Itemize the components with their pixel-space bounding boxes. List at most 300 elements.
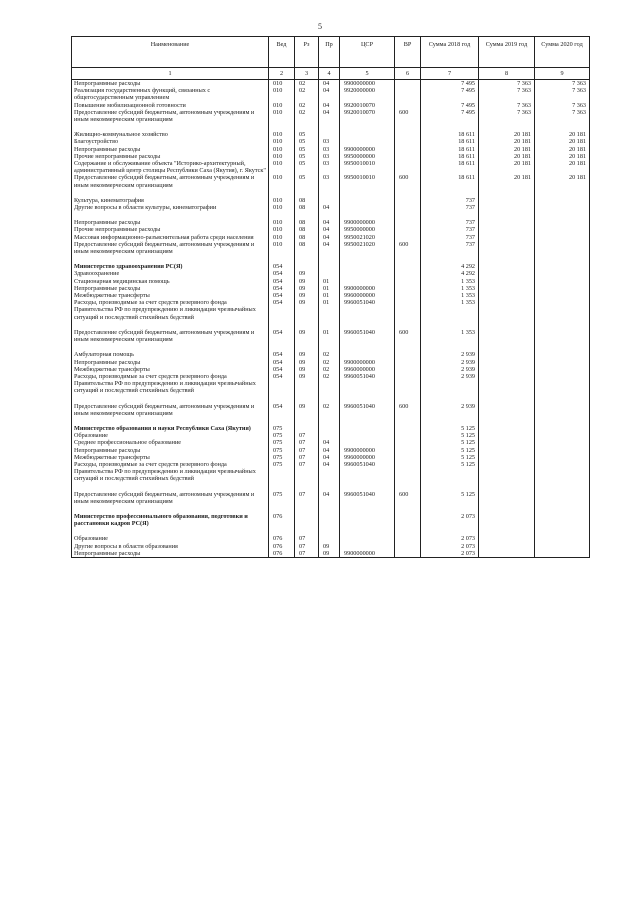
spacer-cell: [295, 255, 319, 263]
row-csr: 9900000000: [340, 146, 395, 153]
row-name: Прочие непрограммные расходы: [72, 153, 269, 160]
row-pr: 04: [319, 491, 340, 505]
spacer-cell: [295, 123, 319, 131]
row-sum-2020: 7 363: [535, 80, 590, 88]
row-vr: [395, 513, 421, 527]
spacer-cell: [479, 505, 535, 513]
row-sum-2018: 2 939: [421, 366, 479, 373]
row-sum-2019: [479, 204, 535, 211]
row-sum-2020: [535, 550, 590, 558]
row-sum-2018: 2 939: [421, 351, 479, 358]
spacer-cell: [421, 505, 479, 513]
row-sum-2020: [535, 234, 590, 241]
row-vr: [395, 285, 421, 292]
row-rz: 09: [295, 299, 319, 321]
row-ved: 076: [269, 543, 295, 550]
row-rz: 02: [295, 109, 319, 123]
table-row: [72, 299, 590, 321]
spacer-cell: [421, 255, 479, 263]
row-sum-2019: [479, 543, 535, 550]
spacer-cell: [72, 189, 269, 197]
row-rz: 07: [295, 491, 319, 505]
spacer-row: [72, 255, 590, 263]
row-pr: 04: [319, 439, 340, 446]
spacer-cell: [535, 211, 590, 219]
row-sum-2020: [535, 197, 590, 204]
row-pr: 01: [319, 292, 340, 299]
row-vr: [395, 234, 421, 241]
spacer-cell: [319, 255, 340, 263]
row-rz: 02: [295, 80, 319, 88]
spacer-cell: [295, 505, 319, 513]
row-sum-2019: [479, 241, 535, 255]
spacer-cell: [269, 321, 295, 329]
row-csr: 9950010010: [340, 174, 395, 188]
spacer-cell: [479, 189, 535, 197]
row-sum-2019: [479, 461, 535, 483]
row-rz: 02: [295, 87, 319, 101]
row-name: Среднее профессиональное образование: [72, 439, 269, 446]
row-ved: 010: [269, 146, 295, 153]
spacer-row: [72, 189, 590, 197]
row-vr: [395, 80, 421, 88]
table-row: [72, 174, 590, 188]
row-name: Амбулаторная помощь: [72, 351, 269, 358]
header-name: Наименование: [72, 37, 269, 68]
header-csr: ЦСР: [340, 37, 395, 68]
table-row: [72, 241, 590, 255]
row-pr: 04: [319, 447, 340, 454]
row-ved: 010: [269, 219, 295, 226]
spacer-cell: [340, 417, 395, 425]
row-name: Непрограммные расходы: [72, 359, 269, 366]
row-vr: [395, 461, 421, 483]
row-csr: [340, 432, 395, 439]
spacer-cell: [535, 189, 590, 197]
table-row: [72, 461, 590, 483]
row-name: Министерство профессионального образования, подготовки и расстановки кадров РС(Я): [72, 513, 269, 527]
row-ved: 010: [269, 204, 295, 211]
row-ved: 054: [269, 359, 295, 366]
spacer-cell: [395, 505, 421, 513]
row-sum-2020: [535, 425, 590, 432]
spacer-cell: [535, 255, 590, 263]
row-sum-2020: [535, 491, 590, 505]
row-ved: 010: [269, 87, 295, 101]
row-csr: [340, 270, 395, 277]
row-sum-2020: 7 363: [535, 102, 590, 109]
row-sum-2018: 4 292: [421, 263, 479, 270]
row-vr: 600: [395, 329, 421, 343]
row-vr: [395, 226, 421, 233]
row-csr: [340, 351, 395, 358]
table-row: [72, 109, 590, 123]
row-rz: 05: [295, 131, 319, 138]
row-rz: 08: [295, 241, 319, 255]
row-pr: 03: [319, 153, 340, 160]
row-rz: 02: [295, 102, 319, 109]
table-row: [72, 160, 590, 174]
column-number: 5: [340, 68, 395, 80]
row-sum-2020: [535, 359, 590, 366]
row-rz: 09: [295, 403, 319, 417]
row-csr: 9900000000: [340, 447, 395, 454]
row-rz: 09: [295, 270, 319, 277]
row-rz: [295, 425, 319, 432]
row-rz: 08: [295, 226, 319, 233]
row-ved: 054: [269, 285, 295, 292]
row-rz: 07: [295, 550, 319, 558]
row-rz: [295, 513, 319, 527]
row-rz: 09: [295, 351, 319, 358]
row-sum-2020: [535, 263, 590, 270]
table-row: [72, 373, 590, 395]
row-sum-2019: [479, 234, 535, 241]
row-vr: 600: [395, 403, 421, 417]
row-name: Непрограммные расходы: [72, 146, 269, 153]
row-ved: 075: [269, 454, 295, 461]
row-csr: [340, 425, 395, 432]
spacer-cell: [479, 255, 535, 263]
spacer-row: [72, 211, 590, 219]
row-sum-2018: 1 353: [421, 329, 479, 343]
row-ved: 075: [269, 447, 295, 454]
row-sum-2019: [479, 513, 535, 527]
row-pr: 04: [319, 226, 340, 233]
spacer-cell: [269, 123, 295, 131]
row-sum-2019: [479, 447, 535, 454]
row-sum-2018: 18 611: [421, 174, 479, 188]
header-ved: Вед: [269, 37, 295, 68]
row-rz: 05: [295, 160, 319, 174]
row-pr: 09: [319, 550, 340, 558]
row-ved: 054: [269, 329, 295, 343]
row-ved: 010: [269, 174, 295, 188]
table-row: [72, 403, 590, 417]
row-name: Образование: [72, 432, 269, 439]
spacer-cell: [269, 417, 295, 425]
row-sum-2020: [535, 278, 590, 285]
row-vr: [395, 373, 421, 395]
spacer-cell: [269, 505, 295, 513]
spacer-cell: [535, 417, 590, 425]
spacer-cell: [340, 321, 395, 329]
spacer-cell: [269, 483, 295, 491]
row-rz: 09: [295, 285, 319, 292]
spacer-cell: [479, 417, 535, 425]
row-sum-2020: [535, 270, 590, 277]
row-sum-2019: [479, 263, 535, 270]
row-ved: 010: [269, 109, 295, 123]
spacer-cell: [72, 123, 269, 131]
row-name: Реализация государственных функций, связанных с общегосударственным управлением: [72, 87, 269, 101]
row-pr: 03: [319, 138, 340, 145]
row-sum-2020: [535, 535, 590, 542]
row-sum-2020: [535, 447, 590, 454]
spacer-cell: [535, 343, 590, 351]
row-vr: [395, 263, 421, 270]
row-name: Непрограммные расходы: [72, 285, 269, 292]
row-rz: 07: [295, 461, 319, 483]
table-row: [72, 138, 590, 145]
row-name: Предоставление субсидий бюджетным, автономным учреждениям и иным некоммерческим организациям: [72, 491, 269, 505]
row-sum-2019: [479, 403, 535, 417]
row-ved: 076: [269, 513, 295, 527]
spacer-cell: [72, 417, 269, 425]
spacer-cell: [340, 189, 395, 197]
table-row: [72, 454, 590, 461]
spacer-row: [72, 395, 590, 403]
row-pr: 04: [319, 234, 340, 241]
row-pr: 03: [319, 146, 340, 153]
row-vr: [395, 131, 421, 138]
row-sum-2019: [479, 226, 535, 233]
row-sum-2020: [535, 204, 590, 211]
column-number: 1: [72, 68, 269, 80]
row-sum-2019: 7 363: [479, 80, 535, 88]
row-sum-2020: [535, 329, 590, 343]
spacer-cell: [479, 123, 535, 131]
row-name: Предоставление субсидий бюджетным, автономным учреждениям и иным некоммерческим организациям: [72, 403, 269, 417]
row-pr: [319, 270, 340, 277]
row-pr: 04: [319, 109, 340, 123]
row-sum-2018: 1 353: [421, 299, 479, 321]
row-pr: 03: [319, 160, 340, 174]
spacer-cell: [535, 527, 590, 535]
spacer-cell: [269, 343, 295, 351]
row-pr: 01: [319, 299, 340, 321]
row-name: Благоустройство: [72, 138, 269, 145]
row-sum-2018: 737: [421, 197, 479, 204]
row-sum-2019: 7 363: [479, 87, 535, 101]
row-vr: [395, 425, 421, 432]
table-row: [72, 204, 590, 211]
table-row: [72, 153, 590, 160]
row-pr: 04: [319, 80, 340, 88]
table-row: [72, 543, 590, 550]
row-name: Межбюджетные трансферты: [72, 292, 269, 299]
row-sum-2019: 20 181: [479, 160, 535, 174]
row-vr: [395, 102, 421, 109]
table-row: [72, 219, 590, 226]
row-sum-2018: 2 073: [421, 513, 479, 527]
spacer-row: [72, 505, 590, 513]
spacer-cell: [421, 189, 479, 197]
spacer-cell: [72, 255, 269, 263]
row-rz: 09: [295, 329, 319, 343]
row-ved: 010: [269, 102, 295, 109]
table-row: [72, 226, 590, 233]
row-sum-2018: 7 495: [421, 109, 479, 123]
row-sum-2019: 20 181: [479, 138, 535, 145]
row-rz: 07: [295, 543, 319, 550]
row-sum-2018: 2 939: [421, 373, 479, 395]
spacer-row: [72, 483, 590, 491]
row-name: Расходы, производимые за счет средств резервного фонда Правительства РФ по предупреждению и ликвидации чрезвычайных ситуаций и последствий стихийных бедствий: [72, 373, 269, 395]
row-sum-2020: [535, 439, 590, 446]
table-row: [72, 513, 590, 527]
spacer-cell: [395, 189, 421, 197]
spacer-row: [72, 123, 590, 131]
row-ved: 010: [269, 153, 295, 160]
row-sum-2020: [535, 461, 590, 483]
row-name: Предоставление субсидий бюджетным, автономным учреждениям и иным некоммерческим организациям: [72, 174, 269, 188]
spacer-cell: [72, 343, 269, 351]
table-row: [72, 359, 590, 366]
table-row: [72, 432, 590, 439]
row-csr: [340, 513, 395, 527]
row-pr: [319, 535, 340, 542]
row-pr: 02: [319, 359, 340, 366]
row-vr: [395, 432, 421, 439]
row-ved: 054: [269, 299, 295, 321]
row-sum-2018: 7 495: [421, 87, 479, 101]
column-number: 8: [479, 68, 535, 80]
spacer-cell: [340, 123, 395, 131]
row-csr: 9900000000: [340, 80, 395, 88]
row-ved: 010: [269, 138, 295, 145]
row-rz: 09: [295, 292, 319, 299]
row-pr: 02: [319, 351, 340, 358]
row-sum-2020: 7 363: [535, 87, 590, 101]
row-sum-2019: [479, 292, 535, 299]
row-csr: 9960051040: [340, 461, 395, 483]
row-sum-2020: 20 181: [535, 160, 590, 174]
spacer-cell: [479, 321, 535, 329]
column-number: 9: [535, 68, 590, 80]
row-csr: 9900000000: [340, 550, 395, 558]
row-ved: 054: [269, 351, 295, 358]
spacer-cell: [395, 123, 421, 131]
row-name: Образование: [72, 535, 269, 542]
row-sum-2018: 2 073: [421, 535, 479, 542]
row-ved: 075: [269, 461, 295, 483]
row-sum-2018: 1 353: [421, 278, 479, 285]
row-rz: 05: [295, 138, 319, 145]
table-row: [72, 87, 590, 101]
row-csr: 9960000000: [340, 454, 395, 461]
row-sum-2019: [479, 299, 535, 321]
row-sum-2018: 2 939: [421, 403, 479, 417]
row-pr: 04: [319, 461, 340, 483]
row-pr: 01: [319, 278, 340, 285]
row-pr: 04: [319, 241, 340, 255]
spacer-cell: [421, 343, 479, 351]
table-row: [72, 366, 590, 373]
row-ved: 075: [269, 439, 295, 446]
spacer-cell: [72, 527, 269, 535]
row-pr: 04: [319, 454, 340, 461]
row-sum-2020: [535, 403, 590, 417]
row-ved: 054: [269, 270, 295, 277]
row-vr: [395, 270, 421, 277]
row-sum-2019: [479, 270, 535, 277]
row-vr: [395, 197, 421, 204]
row-csr: 9920000000: [340, 87, 395, 101]
row-sum-2019: [479, 535, 535, 542]
spacer-cell: [295, 395, 319, 403]
row-pr: [319, 263, 340, 270]
row-ved: 010: [269, 226, 295, 233]
row-pr: 01: [319, 285, 340, 292]
row-rz: 09: [295, 366, 319, 373]
row-pr: 02: [319, 373, 340, 395]
row-vr: [395, 292, 421, 299]
row-sum-2019: [479, 454, 535, 461]
row-name: Министерство здравоохранения РС(Я): [72, 263, 269, 270]
row-ved: 054: [269, 292, 295, 299]
table-row: [72, 234, 590, 241]
spacer-cell: [395, 255, 421, 263]
spacer-cell: [269, 211, 295, 219]
row-sum-2018: 18 611: [421, 138, 479, 145]
row-sum-2019: [479, 219, 535, 226]
row-name: Предоставление субсидий бюджетным, автономным учреждениям и иным некоммерческим организациям: [72, 329, 269, 343]
spacer-cell: [395, 483, 421, 491]
row-sum-2020: 7 363: [535, 109, 590, 123]
header-sum-2018: Сумма 2018 год: [421, 37, 479, 68]
spacer-cell: [72, 321, 269, 329]
row-pr: [319, 432, 340, 439]
row-sum-2019: [479, 285, 535, 292]
row-pr: 04: [319, 219, 340, 226]
row-csr: [340, 197, 395, 204]
spacer-cell: [395, 527, 421, 535]
row-sum-2019: [479, 278, 535, 285]
row-name: Предоставление субсидий бюджетным, автономным учреждениям и иным некоммерческим организациям: [72, 109, 269, 123]
row-name: Стационарная медицинская помощь: [72, 278, 269, 285]
row-vr: [395, 153, 421, 160]
row-sum-2018: 7 495: [421, 102, 479, 109]
row-csr: 9960051040: [340, 299, 395, 321]
column-number: 4: [319, 68, 340, 80]
header-pr: Пр: [319, 37, 340, 68]
row-vr: 600: [395, 241, 421, 255]
row-csr: [340, 535, 395, 542]
spacer-cell: [319, 189, 340, 197]
row-pr: 04: [319, 204, 340, 211]
spacer-cell: [421, 395, 479, 403]
row-ved: 075: [269, 491, 295, 505]
row-pr: [319, 131, 340, 138]
spacer-cell: [340, 505, 395, 513]
row-sum-2018: 5 125: [421, 491, 479, 505]
row-vr: [395, 550, 421, 558]
spacer-cell: [340, 483, 395, 491]
row-rz: 08: [295, 204, 319, 211]
row-csr: 9900000000: [340, 359, 395, 366]
row-name: Расходы, производимые за счет средств резервного фонда Правительства РФ по предупреждению и ликвидации чрезвычайных ситуаций и последствий стихийных бедствий: [72, 461, 269, 483]
row-rz: 05: [295, 146, 319, 153]
spacer-cell: [395, 395, 421, 403]
row-rz: 08: [295, 219, 319, 226]
row-csr: [340, 138, 395, 145]
row-name: Непрограммные расходы: [72, 447, 269, 454]
row-ved: 010: [269, 80, 295, 88]
row-name: Непрограммные расходы: [72, 80, 269, 88]
row-csr: [340, 278, 395, 285]
row-ved: 054: [269, 278, 295, 285]
row-vr: [395, 447, 421, 454]
row-rz: [295, 263, 319, 270]
spacer-cell: [340, 527, 395, 535]
row-vr: [395, 439, 421, 446]
row-csr: [340, 131, 395, 138]
row-name: Расходы, производимые за счет средств резервного фонда Правительства РФ по предупреждению и ликвидации чрезвычайных ситуаций и последствий стихийных бедствий: [72, 299, 269, 321]
row-csr: [340, 543, 395, 550]
row-csr: 9960000000: [340, 366, 395, 373]
row-sum-2020: [535, 543, 590, 550]
